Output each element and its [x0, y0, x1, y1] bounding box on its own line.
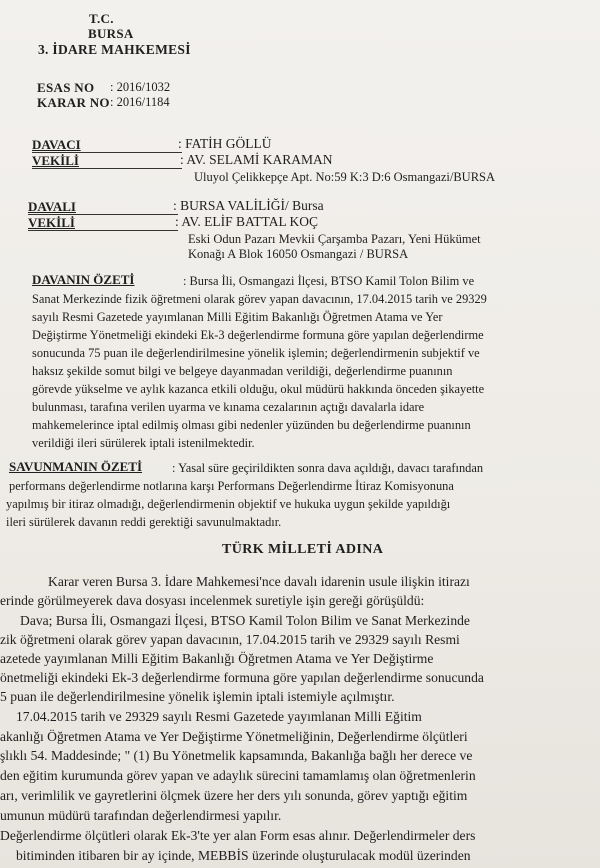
summary-line: görevde yükselme ve aylık kazanca etkili olduğu, okul müdürü hakkında önceden şikayette [32, 382, 485, 396]
defense-line: ileri sürülerek davanın reddi gerektiği savunulmaktadır. [6, 515, 282, 529]
vekili-2-address-2: Konağı A Blok 16050 Osmangazi / BURSA [188, 247, 409, 261]
summary-line: sonucunda 75 puan ile değerlendirilmesine yönelik işlemin; değerlendirmenin subjektif ve [32, 346, 480, 360]
court-city: BURSA [88, 26, 134, 41]
vekili-1-value: : AV. SELAMİ KARAMAN [180, 152, 333, 167]
esas-no-value: : 2016/1032 [110, 80, 171, 94]
defense-line: yapılmış bir itiraz olmadığı, değerlendirmenin objektif ve hukuka uygun şekilde yapıldığı [6, 497, 451, 511]
decision-line: Değerlendirme ölçütleri olarak Ek-3'te yer alan Form esas alınır. Değerlendirmeler ders [0, 828, 476, 843]
davaci-value: : FATİH GÖLLÜ [178, 136, 272, 151]
decision-line: den eğitim kurumunda görev yapan ve adaylık sürecini tamamlamış olan öğretmenlerin [0, 768, 476, 783]
summary-line: haksız şekilde somut bilgi ve belgeye dayanmadan verildiği, değerlendirme puanının [32, 364, 453, 378]
decision-line: Karar veren Bursa 3. İdare Mahkemesi'nce davalı idarenin usule ilişkin itirazı [48, 574, 470, 589]
vekili-1-underline [32, 168, 182, 169]
davaci-label: DAVACI [32, 137, 81, 152]
decision-line: şlıklı 54. Maddesinde; " (1) Bu Yönetmelik kapsamında, Bakanlığa bağlı her derece ve [0, 748, 473, 763]
decision-line: 5 puan ile değerlendirilmesine yönelik işlemin iptali istemiyle açılmıştır. [0, 689, 395, 704]
decision-line: zik öğretmeni olarak görev yapan davacının, 17.04.2015 tarih ve 29329 sayılı Resmi [0, 632, 460, 647]
defense-line: performans değerlendirme notlarına karşı Performans Değerlendirme İtiraz Komisyonuna [9, 479, 454, 493]
davali-value: : BURSA VALİLİĞİ/ Bursa [173, 198, 324, 213]
decision-line: umunun müdürü tarafından değerlendirmesi yapılır. [0, 808, 282, 823]
decision-line: erinde görülmeyerek dava dosyası incelenmek suretiyle işin gereği görüşüldü: [0, 593, 425, 608]
vekili-2-value: : AV. ELİF BATTAL KOÇ [175, 214, 319, 229]
karar-no-label: KARAR NO [37, 95, 110, 110]
karar-no-value: : 2016/1184 [110, 95, 170, 109]
decision-line: azetede yayımlanan Milli Eğitim Bakanlığı Öğretmen Atama ve Yer Değiştirme [0, 651, 434, 666]
vekili-1-label: VEKİLİ [32, 153, 79, 168]
decision-line: Dava; Bursa İli, Osmangazi İlçesi, BTSO Kamil Tolon Bilim ve Sanat Merkezinde [20, 613, 470, 628]
summary-line: bulunması, tarafına verilen uyarma ve kınama cezalarının açtığı davalarla idare [32, 400, 425, 414]
vekili-2-address-1: Eski Odun Pazarı Mevkii Çarşamba Pazarı, Yeni Hükümet [188, 232, 481, 246]
vekili-2-label: VEKİLİ [28, 215, 75, 230]
summary-line: Sanat Merkezinde fizik öğretmeni olarak görev yapan davacının, 17.04.2015 tarih ve 29329 [32, 292, 487, 306]
section-heading: TÜRK MİLLETİ ADINA [222, 542, 384, 557]
summary-line: sayılı Resmi Gazetede yayımlanan Milli Eğitim Bakanlığı Öğretmen Atama ve Yer [32, 310, 443, 324]
defense-label: SAVUNMANIN ÖZETİ [9, 459, 143, 474]
summary-line: verildiği ileri sürülerek iptali istenilmektedir. [32, 436, 255, 450]
esas-no-label: ESAS NO [37, 80, 95, 95]
defense-line: : Yasal süre geçirildikten sonra dava açıldığı, davacı tarafından [172, 461, 484, 475]
court-tc: T.C. [89, 11, 114, 26]
decision-line: arı, verimlilik ve gayretlerini ölçmek üzere her ders yılı sonunda, görev yaptığı eğitim [0, 788, 468, 803]
court-name: 3. İDARE MAHKEMESİ [38, 42, 191, 57]
summary-label: DAVANIN ÖZETİ [32, 272, 135, 287]
summary-line: mahkemelerince iptal edilmiş olması gibi nedenler yüzünden bu değerlendirme puanının [32, 418, 471, 432]
summary-line: Değiştirme Yönetmeliği ekindeki Ek-3 değerlendirme formuna göre yapılan değerlendirme [32, 328, 484, 342]
davali-label: DAVALI [28, 199, 76, 214]
decision-line: akanlığı Öğretmen Atama ve Yer Değiştirme Yönetmeliğinin, Değerlendirme ölçütleri [0, 729, 468, 744]
decision-line: bitiminden itibaren bir ay içinde, MEBBİS üzerinde oluşturulacak modül üzerinden [16, 848, 471, 863]
decision-line: önetmeliği ekindeki Ek-3 değerlendirme formuna göre yapılan değerlendirme sonucunda [0, 670, 484, 685]
vekili-1-address: Uluyol Çelikkepçe Apt. No:59 K:3 D:6 Osmangazi/BURSA [194, 170, 496, 184]
vekili-2-underline [28, 230, 178, 231]
summary-line: : Bursa İli, Osmangazi İlçesi, BTSO Kamil Tolon Bilim ve [183, 274, 475, 288]
decision-line: 17.04.2015 tarih ve 29329 sayılı Resmi Gazetede yayımlanan Milli Eğitim [16, 709, 422, 724]
